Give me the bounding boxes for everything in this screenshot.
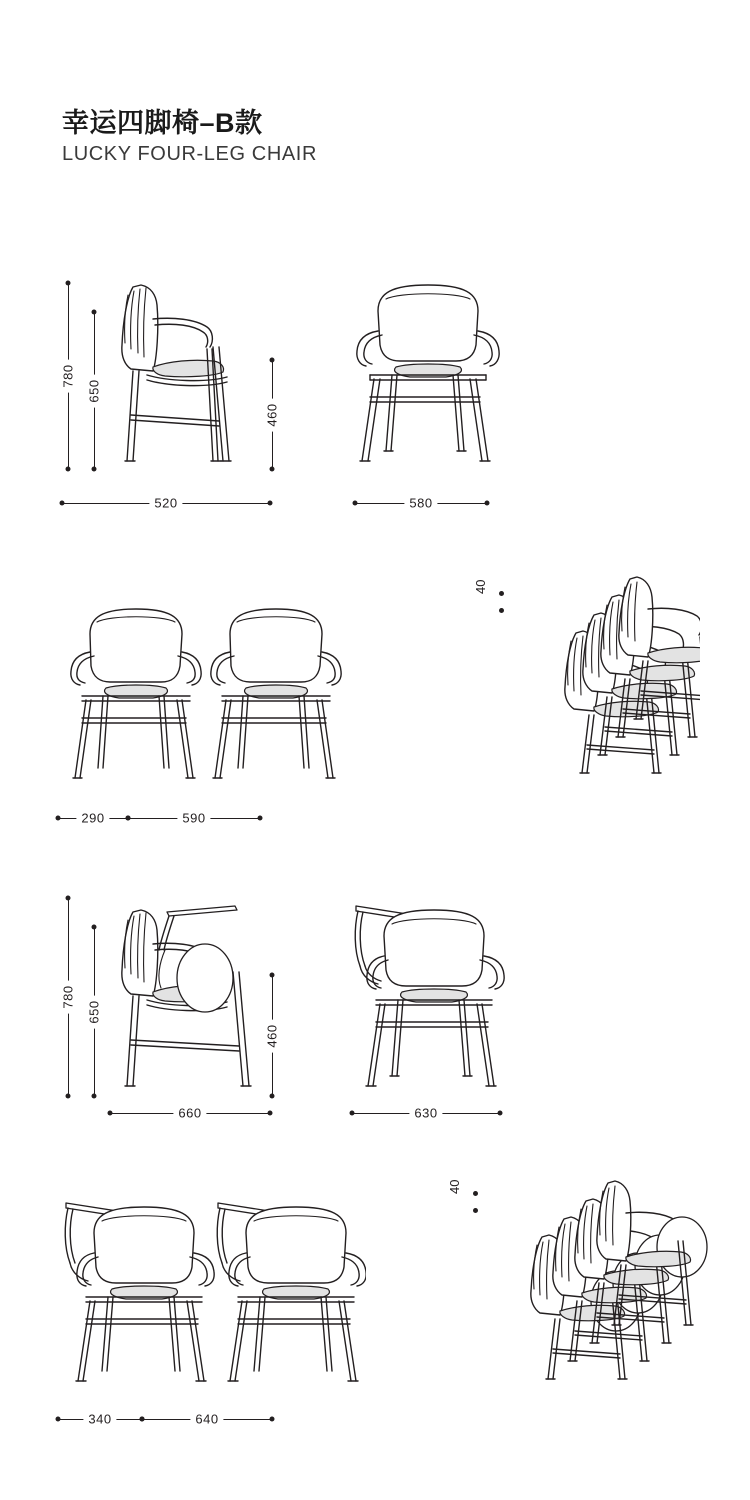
dimension-width-520 xyxy=(62,497,270,509)
chair-tablet-stack-drawing xyxy=(490,1165,720,1400)
dimension-stack-40 xyxy=(473,579,508,618)
chair-stacking-view xyxy=(500,565,700,795)
dimension-label-460: 460 xyxy=(266,398,279,431)
dimension-label-340: 340 xyxy=(83,1413,116,1426)
dimension-gap-290 xyxy=(58,812,128,824)
dimension-label-460-b: 460 xyxy=(266,1019,279,1052)
chair-side-drawing xyxy=(95,275,265,475)
dimension-tablet-stack-40 xyxy=(447,1179,482,1218)
stack-dots xyxy=(499,588,504,618)
chair-front-drawing xyxy=(348,275,508,475)
dimension-pitch-590 xyxy=(128,812,260,824)
chair-tablet-stacking-view xyxy=(490,1165,720,1400)
dimension-label-650-b: 650 xyxy=(88,995,101,1028)
chair-pair-drawing xyxy=(56,600,346,800)
dimension-label-580: 580 xyxy=(404,497,437,510)
dimension-label-590: 590 xyxy=(177,812,210,825)
chair-pair-spacing-view xyxy=(56,600,346,800)
dimension-label-630: 630 xyxy=(409,1107,442,1120)
dimension-label-780: 780 xyxy=(62,359,75,392)
dimension-tablet-height-460 xyxy=(266,975,278,1096)
chair-tablet-pair-spacing-view xyxy=(56,1185,366,1400)
dimension-label-stack-40: 40 xyxy=(473,579,488,594)
chair-front-view xyxy=(348,275,508,475)
dimension-width-660 xyxy=(110,1107,270,1119)
dimension-pitch-640 xyxy=(142,1413,272,1425)
dimension-label-780-b: 780 xyxy=(62,980,75,1013)
chair-tablet-front-drawing xyxy=(348,890,518,1100)
dimension-height-650 xyxy=(88,312,100,469)
dimension-label-stack-40-b: 40 xyxy=(447,1179,462,1194)
dimension-label-520: 520 xyxy=(149,497,182,510)
dimension-gap-340 xyxy=(58,1413,142,1425)
chair-stack-drawing xyxy=(500,565,700,795)
chair-tablet-side-drawing xyxy=(95,890,285,1100)
dimension-tablet-height-780 xyxy=(62,898,74,1096)
page-title-english: LUCKY FOUR-LEG CHAIR xyxy=(62,142,318,165)
dimension-label-650: 650 xyxy=(88,374,101,407)
dimension-tablet-height-650 xyxy=(88,927,100,1096)
dimension-height-780 xyxy=(62,283,74,469)
page-title-chinese: 幸运四脚椅–B款 xyxy=(62,108,263,138)
dimension-label-660: 660 xyxy=(173,1107,206,1120)
dimension-height-460 xyxy=(266,360,278,469)
dimension-label-640: 640 xyxy=(190,1413,223,1426)
chair-tablet-pair-drawing xyxy=(56,1185,366,1400)
dimension-width-630 xyxy=(352,1107,500,1119)
chair-side-view xyxy=(95,275,265,475)
dimension-width-580 xyxy=(355,497,487,509)
chair-tablet-side-view xyxy=(95,890,285,1100)
chair-tablet-front-view xyxy=(348,890,518,1100)
title-block xyxy=(62,108,317,166)
stack-dots-tablet xyxy=(473,1188,478,1218)
dimension-label-290: 290 xyxy=(76,812,109,825)
